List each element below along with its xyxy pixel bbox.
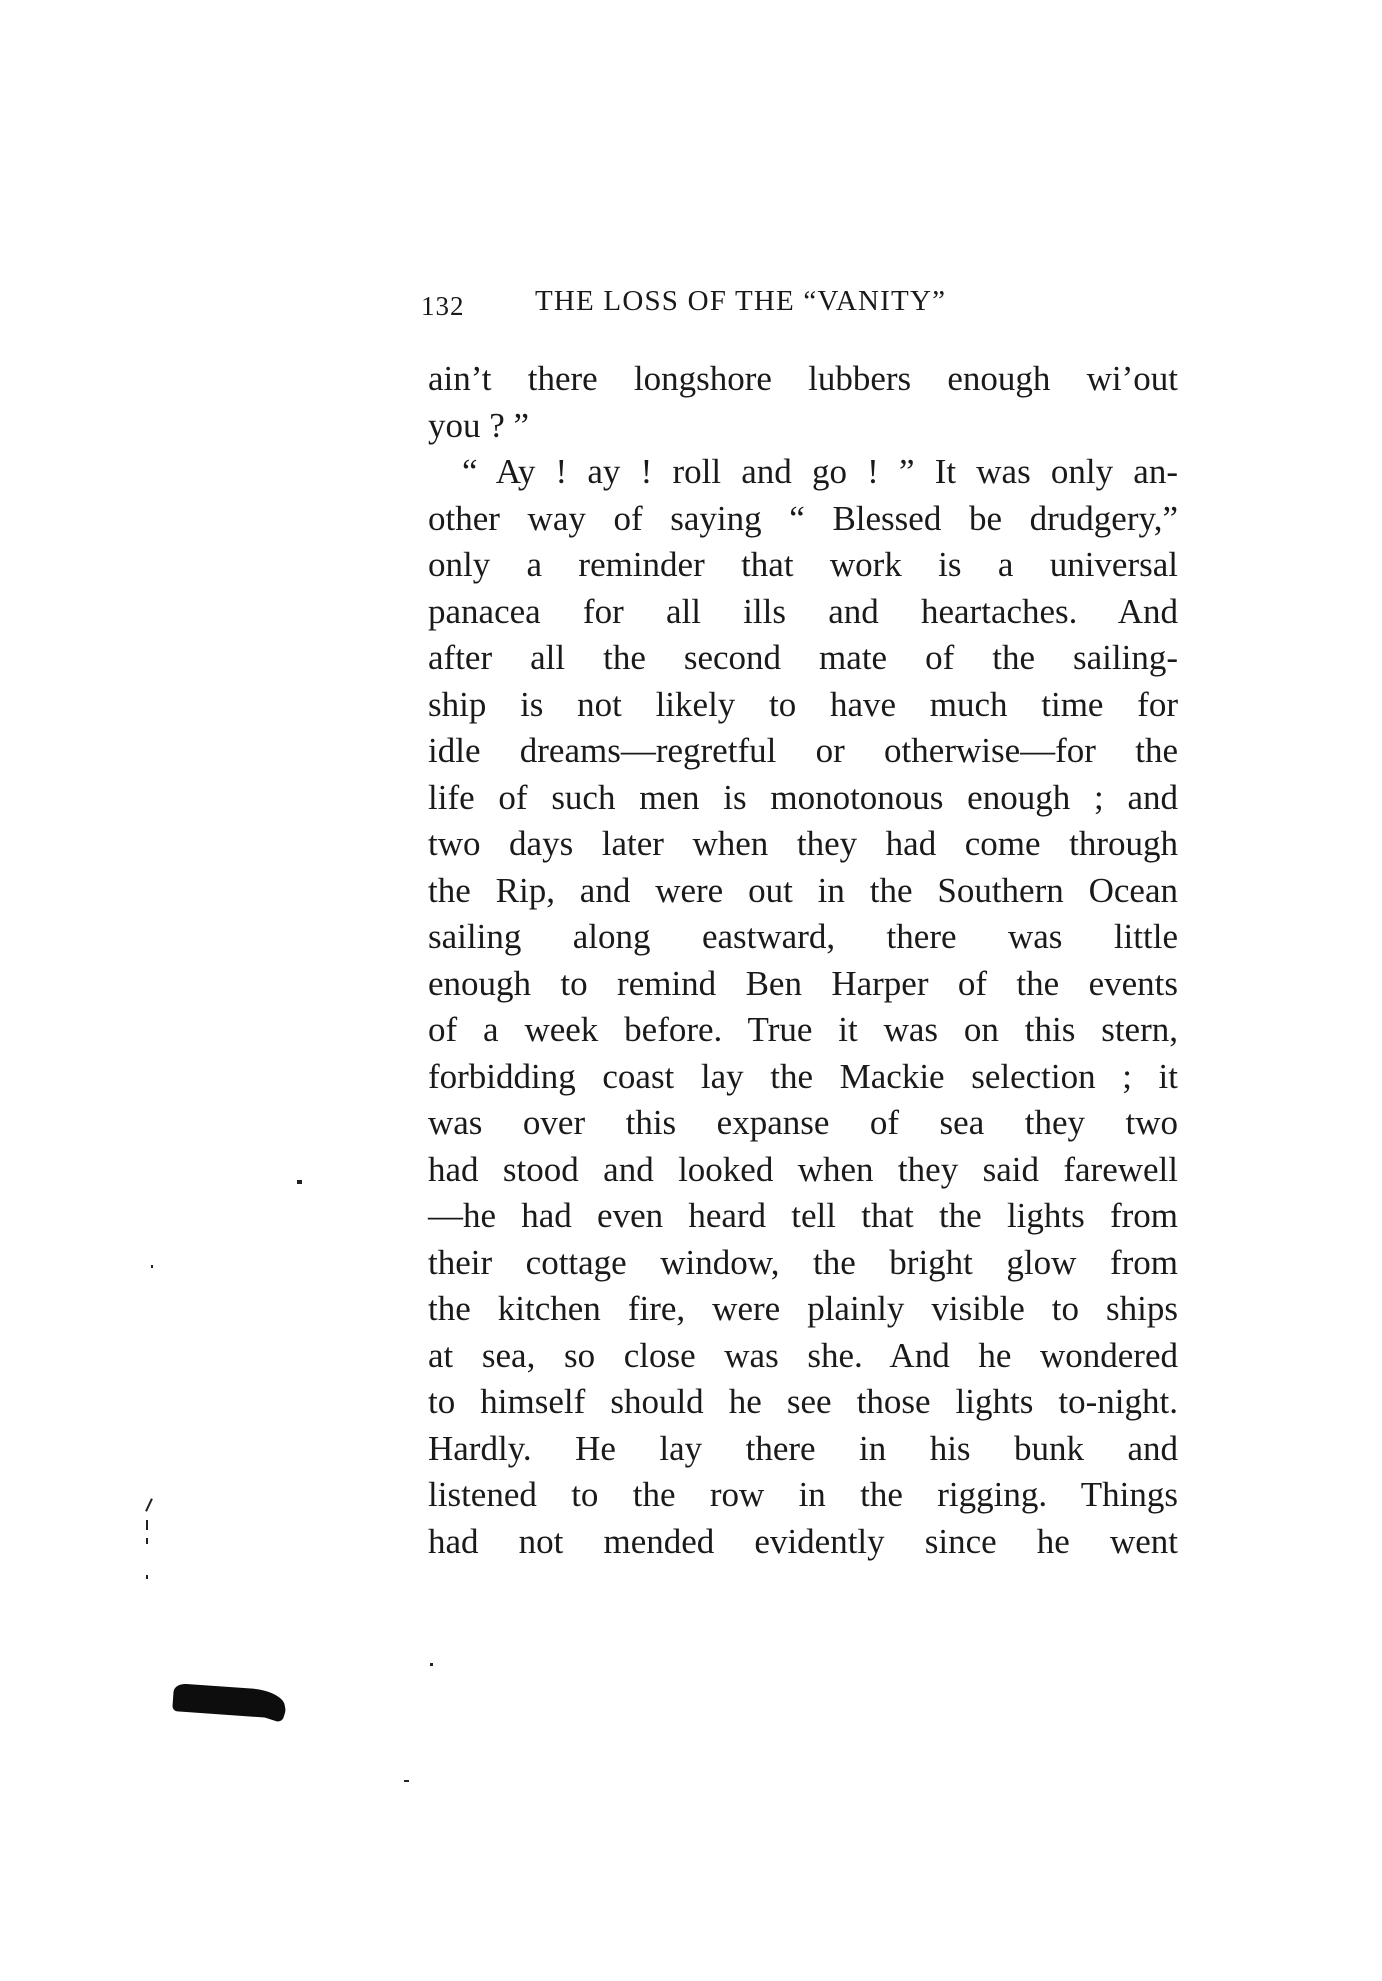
text-line: forbidding coast lay the Mackie selection ; it — [428, 1056, 1178, 1096]
text-line: at sea, so close was she. And he wondered — [428, 1335, 1178, 1375]
text-line: the kitchen fire, were plainly visible to ships — [428, 1289, 1178, 1328]
text-line: Hardly. He lay there in his bunk and — [428, 1428, 1178, 1468]
scan-speck — [146, 1538, 148, 1544]
scan-speck — [297, 1180, 302, 1184]
text-line: of a week before. True it was on this stern, — [428, 1010, 1178, 1049]
text-line: —he had even heard tell that the lights from — [428, 1196, 1178, 1235]
page-header — [421, 285, 1181, 325]
text-line: their cottage window, the bright glow from — [428, 1242, 1178, 1282]
text-line: other way of saying “ Blessed be drudgery,” — [428, 498, 1178, 538]
scan-speck — [430, 1663, 433, 1666]
ink-blot — [247, 1691, 288, 1723]
text-line: to himself should he see those lights to-night. — [428, 1382, 1178, 1421]
text-line: idle dreams—regretful or otherwise—for the — [428, 731, 1178, 770]
text-line: enough to remind Ben Harper of the events — [428, 963, 1178, 1003]
text-line: listened to the row in the rigging. Things — [428, 1475, 1178, 1514]
scan-speck — [404, 1780, 409, 1782]
text-line: had stood and looked when they said farewell — [428, 1149, 1178, 1189]
page-number: 132 — [421, 291, 465, 321]
text-line: the Rip, and were out in the Southern Ocean — [428, 870, 1178, 910]
text-line: you ? ” — [428, 405, 530, 445]
text-line: ain’t there longshore lubbers enough wi’out — [428, 359, 1178, 398]
text-line: panacea for all ills and heartaches. And — [428, 591, 1178, 631]
scan-speck — [146, 1575, 148, 1579]
text-line: ship is not likely to have much time for — [428, 684, 1178, 724]
running-title: THE LOSS OF THE “VANITY” — [535, 285, 947, 317]
text-line: life of such men is monotonous enough ; and — [428, 777, 1178, 817]
text-line: sailing along eastward, there was little — [428, 917, 1178, 956]
text-line: had not mended evidently since he went — [428, 1521, 1178, 1561]
text-line: “ Ay ! ay ! roll and go ! ” It was only an- — [462, 452, 1178, 491]
body-text — [428, 356, 1178, 1565]
text-line: only a reminder that work is a universal — [428, 545, 1178, 584]
text-line: two days later when they had come through — [428, 824, 1178, 863]
text-line: was over this expanse of sea they two — [428, 1103, 1178, 1142]
scan-speck — [151, 1265, 153, 1268]
scan-speck — [145, 1498, 153, 1512]
text-line: after all the second mate of the sailing- — [428, 638, 1178, 677]
scan-speck — [146, 1520, 148, 1530]
